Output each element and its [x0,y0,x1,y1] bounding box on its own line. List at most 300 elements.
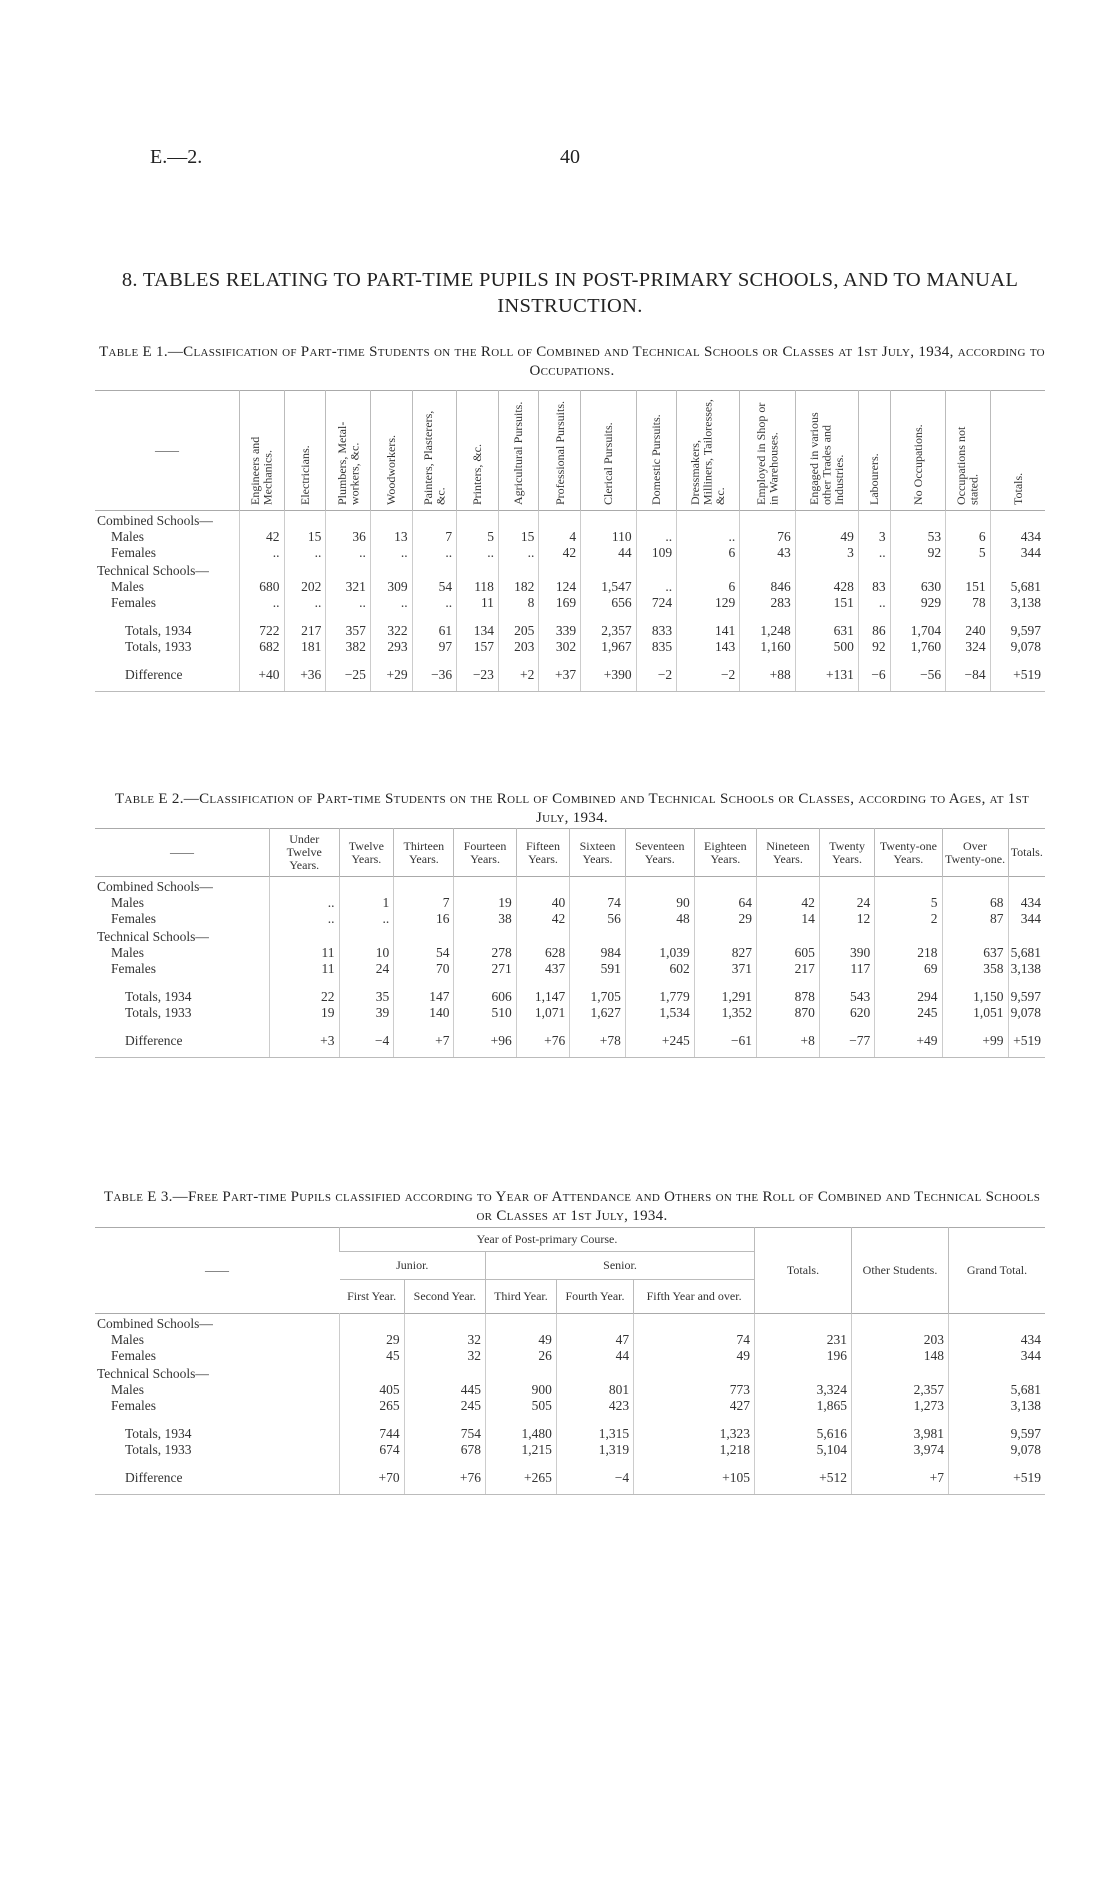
table-cell: 321 [326,579,371,595]
row-label: Males [111,1332,144,1347]
table-cell: 3,324 [755,1382,852,1398]
grand-total-header: Grand Total. [949,1228,1046,1314]
year-course-header: Year of Post-primary Course. [340,1228,755,1252]
table-cell: 1,039 [625,945,694,961]
column-header [412,391,457,511]
spacer-cell [946,655,991,667]
table-row [95,1398,1045,1414]
column-header: Over Twenty-one. [942,829,1008,877]
column-header [946,391,991,511]
column-header-label: Professional Pursuits. [552,400,567,505]
spacer-cell [454,977,516,989]
empty-cell [795,511,858,530]
table-cell: 4 [539,529,581,545]
column-header [457,391,499,511]
table-cell: 83 [858,579,890,595]
row-label: Difference [95,667,240,692]
row-label: Totals, 1934 [125,1426,192,1441]
spacer-cell [516,977,570,989]
empty-cell [539,561,581,579]
spacer-cell [485,1458,556,1470]
table-cell: 39 [339,1005,394,1021]
column-header: Fifth Year and over. [634,1280,755,1314]
page-number: 40 [560,146,580,168]
table-cell: 1,704 [890,623,946,639]
column-header [581,391,637,511]
empty-cell [1008,927,1045,945]
table-cell: 3 [795,545,858,561]
spacer-cell [677,611,740,623]
spacer-cell [404,1458,485,1470]
empty-cell [340,1314,405,1333]
spacer-cell [625,977,694,989]
spacer-cell [394,977,454,989]
empty-cell [581,511,637,530]
group-row [95,561,1045,579]
empty-cell [394,927,454,945]
table-cell: .. [636,579,676,595]
table-cell: 265 [340,1398,405,1414]
table-cell: .. [370,545,412,561]
table-cell: 878 [756,989,819,1005]
empty-cell [570,877,626,896]
table-cell: 1,319 [556,1442,633,1458]
table-cell: 9,078 [990,639,1045,655]
table-cell: 358 [942,961,1008,977]
table-cell: 680 [240,579,285,595]
table-cell: 43 [740,545,796,561]
table-cell: 202 [284,579,326,595]
table-cell: 9,597 [949,1426,1046,1442]
table-cell: 1,248 [740,623,796,639]
table-row [95,1382,1045,1398]
table-row [95,1442,1045,1458]
column-header [890,391,946,511]
empty-cell [340,1364,405,1382]
table-cell: 38 [454,911,516,927]
table-cell: 1,147 [516,989,570,1005]
column-header-label: Engineers and Mechanics. [248,436,275,505]
spacer-cell [556,1458,633,1470]
spacer-cell [942,1021,1008,1033]
table-cell: 1,215 [485,1442,556,1458]
table-cell: 682 [240,639,285,655]
table-cell: 9,078 [1008,1005,1045,1021]
row-label: Females [111,911,156,926]
spacer-cell [942,977,1008,989]
table-cell: 217 [756,961,819,977]
row-label: Males [111,895,144,910]
table-cell: 6 [677,545,740,561]
table-cell: 1,705 [570,989,626,1005]
spacer-cell [95,1458,340,1470]
column-header-label: Clerical Pursuits. [601,421,616,505]
empty-cell [370,561,412,579]
table-cell: 2,357 [581,623,637,639]
empty-cell [516,927,570,945]
table-cell: .. [270,911,340,927]
column-header: Nineteen Years. [756,829,819,877]
row-label: Totals, 1933 [125,1005,192,1020]
table-cell: 141 [677,623,740,639]
empty-cell [942,877,1008,896]
junior-header: Junior. [340,1252,486,1280]
spacer-cell [858,655,890,667]
empty-cell [498,511,538,530]
table-cell: 773 [634,1382,755,1398]
group-label: Combined Schools— [97,1316,213,1331]
table-cell: 3,981 [852,1426,949,1442]
table-cell: 90 [625,895,694,911]
spacer-cell [370,611,412,623]
table-cell: 143 [677,639,740,655]
spacer-cell [740,611,796,623]
table-row [95,911,1045,927]
table-cell: 203 [852,1332,949,1348]
spacer-cell [1008,977,1045,989]
spacer-cell [858,611,890,623]
table-row [95,1426,1045,1442]
row-label: Difference [95,1033,270,1058]
column-header: Totals. [1008,829,1045,877]
table-cell: 1,315 [556,1426,633,1442]
table-cell: 344 [949,1348,1046,1364]
row-label: Females [111,961,156,976]
spacer-cell [340,1458,405,1470]
table-cell: 44 [581,545,637,561]
spacer-cell [946,611,991,623]
group-row [95,511,1045,530]
spacer-cell [795,611,858,623]
spacer-cell [890,611,946,623]
column-header-label: Plumbers, Metal-workers, &c. [334,421,362,505]
table-cell: 5 [457,529,499,545]
empty-cell [284,511,326,530]
table-cell: +265 [485,1470,556,1495]
table-cell: +512 [755,1470,852,1495]
table-cell: 15 [498,529,538,545]
column-header [539,391,581,511]
table-cell: 109 [636,545,676,561]
table-row [95,639,1045,655]
spacer-cell [539,611,581,623]
table-cell: +49 [875,1033,942,1058]
table-cell: 1,760 [890,639,946,655]
table-cell: 1,480 [485,1426,556,1442]
table-cell: 324 [946,639,991,655]
row-label: Totals, 1934 [125,623,192,638]
table-cell: 22 [270,989,340,1005]
column-header: Under Twelve Years. [270,829,340,877]
table-cell: 870 [756,1005,819,1021]
section-title: 8. TABLES RELATING TO PART-TIME PUPILS IN POST-PRIMARY SCHOOLS, AND TO MANUAL INSTRUCTION. [121,269,1019,317]
table-cell: 674 [340,1442,405,1458]
table-cell: .. [412,545,457,561]
table-cell: 64 [694,895,756,911]
column-header: Fifteen Years. [516,829,570,877]
table-cell: 53 [890,529,946,545]
table-cell: 302 [539,639,581,655]
column-header-label: Dressmakers, Milliners, Tailoresses, &c. [688,398,728,505]
table-cell: 1,323 [634,1426,755,1442]
table-cell: 87 [942,911,1008,927]
table-cell: 32 [404,1332,485,1348]
empty-cell [946,561,991,579]
empty-cell [412,561,457,579]
table-cell: 86 [858,623,890,639]
group-row [95,1364,1045,1382]
table-cell: .. [284,545,326,561]
table-cell: 44 [556,1348,633,1364]
table-cell: 434 [990,529,1045,545]
empty-cell [942,927,1008,945]
column-header-label: Painters, Plasterers, &c. [420,410,448,505]
table-cell: 602 [625,961,694,977]
empty-cell [339,927,394,945]
empty-cell [634,1314,755,1333]
table-cell: 591 [570,961,626,977]
table-cell: 322 [370,623,412,639]
column-header: Fourteen Years. [454,829,516,877]
table-cell: 69 [875,961,942,977]
table-cell: 294 [875,989,942,1005]
table-cell: 157 [457,639,499,655]
table-cell: 147 [394,989,454,1005]
empty-cell [677,561,740,579]
table-cell: 428 [795,579,858,595]
table-cell: 271 [454,961,516,977]
empty-cell [556,1364,633,1382]
table-cell: 5 [946,545,991,561]
report-code: E.—2. [150,146,203,168]
table-cell: 54 [394,945,454,961]
group-label: Combined Schools— [97,879,213,894]
spacer-cell [636,655,676,667]
column-header: Twenty-one Years. [875,829,942,877]
table-cell: .. [498,545,538,561]
table-cell: 117 [819,961,874,977]
table-cell: 405 [340,1382,405,1398]
table-cell: 16 [394,911,454,927]
table-cell: 124 [539,579,581,595]
spacer-cell [581,655,637,667]
table-cell: 9,597 [1008,989,1045,1005]
column-header: Thirteen Years. [394,829,454,877]
group-row [95,877,1045,896]
table-cell: 6 [946,529,991,545]
spacer-cell [412,655,457,667]
table-cell: +36 [284,667,326,692]
empty-cell [516,877,570,896]
spacer-cell [516,1021,570,1033]
table-cell: 11 [457,595,499,611]
spacer-cell [795,655,858,667]
table-cell: +519 [1008,1033,1045,1058]
table-cell: 48 [625,911,694,927]
table-cell: −4 [556,1470,633,1495]
row-label: Totals, 1933 [125,1442,192,1457]
column-header [740,391,796,511]
table-cell: +519 [949,1470,1046,1495]
spacer-cell [1008,1021,1045,1033]
table-cell: 76 [740,529,796,545]
table-cell: 2 [875,911,942,927]
table-cell: .. [636,529,676,545]
table-cell: −4 [339,1033,394,1058]
empty-cell [485,1364,556,1382]
empty-cell [946,511,991,530]
spacer-cell [581,611,637,623]
table-cell: 434 [1008,895,1045,911]
table-cell: 357 [326,623,371,639]
spacer-row [95,611,1045,623]
row-label: Females [111,1348,156,1363]
table-row [95,667,1045,692]
column-header-label: Totals. [1010,472,1025,505]
group-label: Combined Schools— [97,513,213,528]
spacer-row [95,1414,1045,1426]
table-row [95,623,1045,639]
spacer-cell [677,655,740,667]
table-e2-title: Table E 2.—Classification of Part-time Students on the Roll of Combined and Technical Schools or Classes, according to Ages, at 1st July, 1934. [114,791,1030,826]
table-cell: 151 [795,595,858,611]
table-cell: 724 [636,595,676,611]
table-cell: 45 [340,1348,405,1364]
spacer-cell [756,977,819,989]
column-header-label: Labourers. [866,452,881,505]
spacer-cell [694,1021,756,1033]
spacer-cell [340,1414,405,1426]
table-cell: 3,138 [949,1398,1046,1414]
table-cell: 801 [556,1382,633,1398]
table-cell: 833 [636,623,676,639]
spacer-cell [756,1021,819,1033]
table-cell: 423 [556,1398,633,1414]
empty-cell [756,927,819,945]
table-cell: .. [677,529,740,545]
table-cell: +131 [795,667,858,692]
empty-cell [990,561,1045,579]
table-cell: −6 [858,667,890,692]
table-cell: 1,547 [581,579,637,595]
table-row [95,545,1045,561]
senior-header: Senior. [485,1252,754,1280]
spacer-cell [755,1414,852,1426]
table-cell: 434 [949,1332,1046,1348]
spacer-row [95,1458,1045,1470]
table-cell: 54 [412,579,457,595]
table-cell: −77 [819,1033,874,1058]
spacer-row [95,655,1045,667]
column-header: Sixteen Years. [570,829,626,877]
table-cell: 984 [570,945,626,961]
table-cell: 47 [556,1332,633,1348]
empty-cell [284,561,326,579]
table-cell: .. [240,545,285,561]
column-header-label: Agricultural Pursuits. [511,401,526,505]
table-cell: 42 [516,911,570,927]
table-cell: 5,681 [990,579,1045,595]
empty-cell [625,877,694,896]
spacer-cell [819,1021,874,1033]
table-cell: 129 [677,595,740,611]
empty-cell [756,877,819,896]
spacer-cell [949,1414,1046,1426]
table-cell: 754 [404,1426,485,1442]
empty-cell [677,511,740,530]
table-cell: 42 [756,895,819,911]
table-cell: +105 [634,1470,755,1495]
table-cell: +390 [581,667,637,692]
table-cell: 505 [485,1398,556,1414]
column-header [498,391,538,511]
row-label: Totals, 1933 [125,639,192,654]
empty-cell [270,927,340,945]
column-header: Fourth Year. [556,1280,633,1314]
table-cell: 140 [394,1005,454,1021]
table-cell: +96 [454,1033,516,1058]
empty-cell [370,511,412,530]
other-students-header: Other Students. [852,1228,949,1314]
table-cell: −23 [457,667,499,692]
spacer-cell [270,977,340,989]
table-cell: +2 [498,667,538,692]
empty-cell [819,927,874,945]
table-row [95,989,1045,1005]
table-cell: .. [326,545,371,561]
table-cell: 203 [498,639,538,655]
table-cell: 6 [677,579,740,595]
table-cell: 35 [339,989,394,1005]
table-cell: .. [240,595,285,611]
table-cell: 371 [694,961,756,977]
table-e1 [95,390,1045,692]
table-cell: 196 [755,1348,852,1364]
empty-cell [457,561,499,579]
table-cell: 118 [457,579,499,595]
table-cell: 1,779 [625,989,694,1005]
table-row [95,579,1045,595]
table-row [95,595,1045,611]
table-cell: 900 [485,1382,556,1398]
stub-header: —— [170,845,194,859]
table-cell: 630 [890,579,946,595]
spacer-cell [284,655,326,667]
table-cell: 8 [498,595,538,611]
table-cell: 1,218 [634,1442,755,1458]
table-cell: 74 [570,895,626,911]
column-header [284,391,326,511]
table-row [95,895,1045,911]
column-header [795,391,858,511]
table-row [95,1033,1045,1058]
empty-cell [485,1314,556,1333]
table-cell: +37 [539,667,581,692]
table-cell: 3,138 [990,595,1045,611]
table-cell: 344 [1008,911,1045,927]
spacer-cell [990,611,1045,623]
table-row [95,529,1045,545]
empty-cell [581,561,637,579]
empty-cell [819,877,874,896]
table-cell: 205 [498,623,538,639]
table-cell: 61 [412,623,457,639]
column-header: Seventeen Years. [625,829,694,877]
row-label: Females [111,595,156,610]
group-label: Technical Schools— [97,563,209,578]
table-cell: 70 [394,961,454,977]
empty-cell [740,511,796,530]
